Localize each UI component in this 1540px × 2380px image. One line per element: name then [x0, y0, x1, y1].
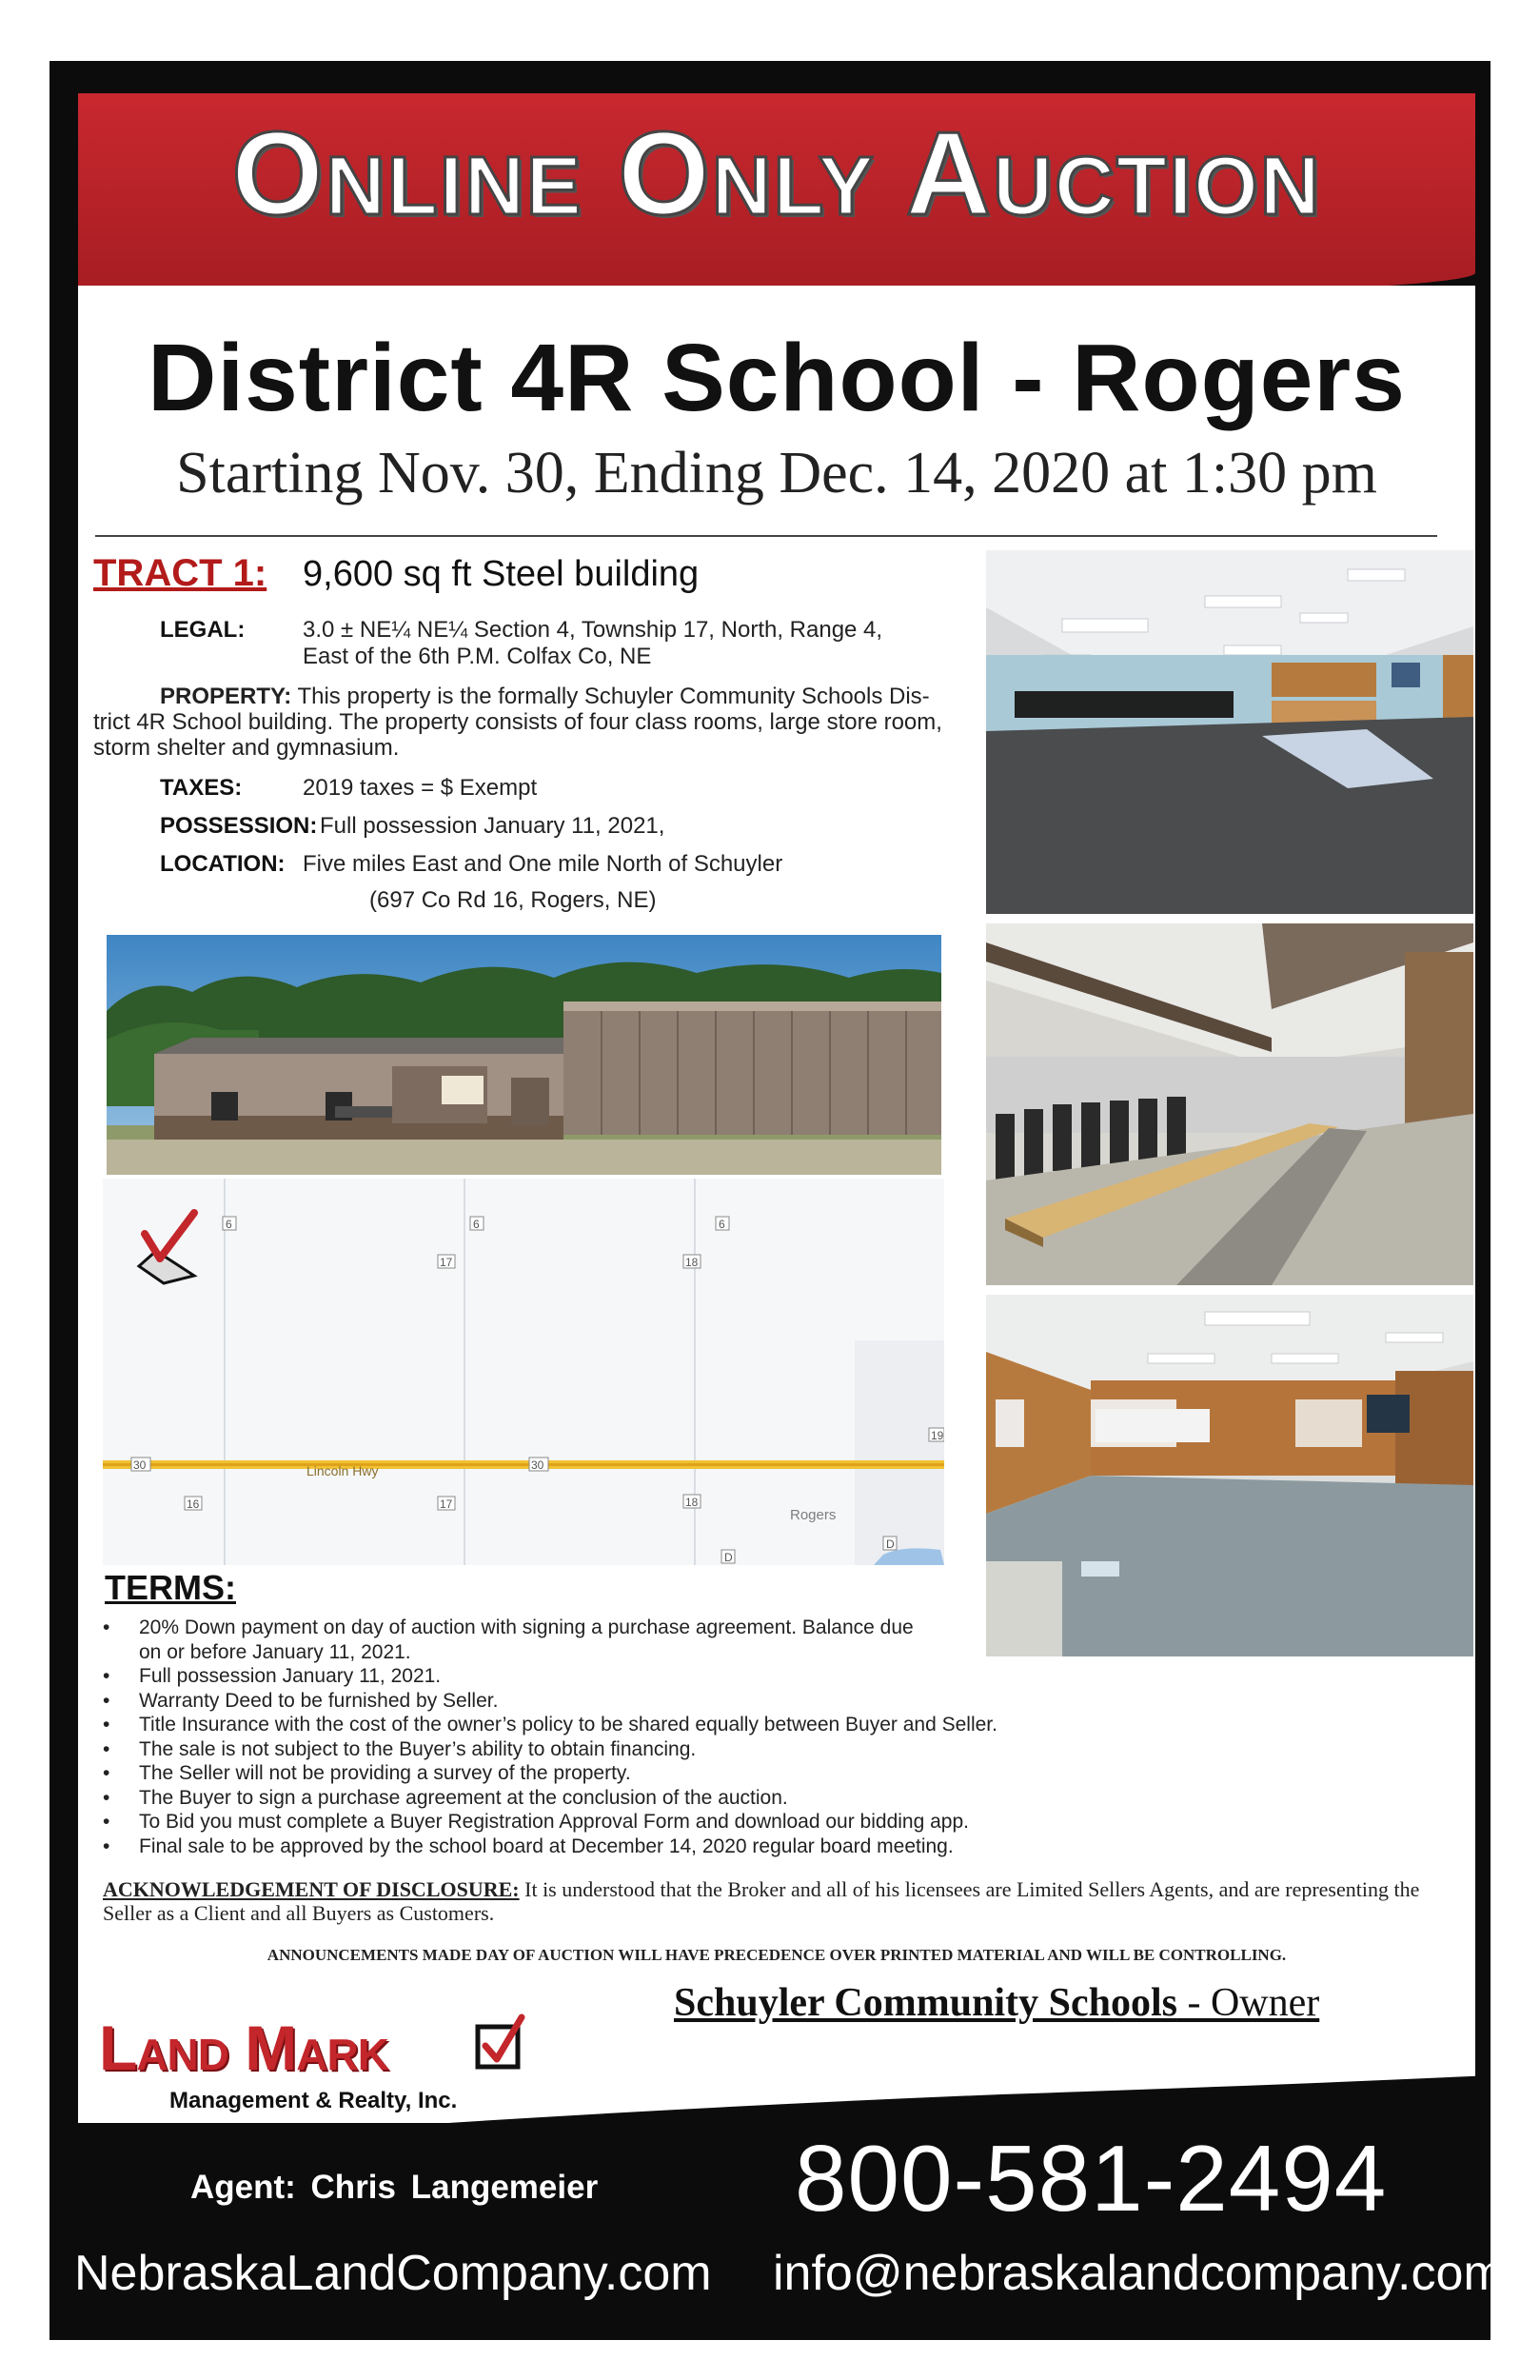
- tract-description: 9,600 sq ft Steel building: [303, 554, 700, 594]
- legal-line-2: East of the 6th P.M. Colfax Co, NE: [303, 644, 652, 669]
- terms-item: • The Seller will not be providing a survey of the property.: [95, 1761, 1142, 1786]
- location-address: (697 Co Rd 16, Rogers, NE): [369, 887, 657, 913]
- email-link[interactable]: info@nebraskalandcompany.com: [773, 2246, 1505, 2301]
- map-label-2: 6: [473, 1218, 480, 1231]
- terms-item: • The Buyer to sign a purchase agreement at the conclusion of the auction.: [95, 1786, 1142, 1811]
- property-text: This property is the formally Schuyler Community Schools Dis- trict 4R School building. The property consists of four class rooms, large store room, storm shelter and gymnasium.: [93, 684, 942, 761]
- property-label: PROPERTY:: [160, 684, 292, 709]
- terms-item: • 20% Down payment on day of auction with signing a purchase agreement. Balance due on or before January 11, 2021.: [95, 1616, 1142, 1664]
- location-map: [103, 1179, 944, 1565]
- phone-number[interactable]: 800-581-2494: [795, 2126, 1388, 2231]
- map-label-6: 16: [187, 1497, 200, 1511]
- location-value: Five miles East and One mile North of Schuyler: [303, 851, 783, 877]
- location-label: LOCATION:: [160, 851, 286, 877]
- tract-label: TRACT 1:: [93, 552, 267, 594]
- wood-paneled-room-photo: [986, 1295, 1473, 1656]
- disclosure-label: ACKNOWLEDGEMENT OF DISCLOSURE:: [103, 1877, 520, 1901]
- auction-dates: Starting Nov. 30, Ending Dec. 14, 2020 at 1:30 pm: [176, 441, 1377, 506]
- map-label-5: 18: [685, 1256, 699, 1269]
- terms-item: • Full possession January 11, 2021.: [95, 1664, 1142, 1689]
- announcement: ANNOUNCEMENTS MADE DAY OF AUCTION WILL HAVE PRECEDENCE OVER PRINTED MATERIAL AND WILL BE CONTROLLING.: [267, 1946, 1287, 1964]
- taxes-label: TAXES:: [160, 775, 243, 801]
- map-road-name: Lincoln Hwy: [306, 1463, 379, 1478]
- terms-item: • Warranty Deed to be furnished by Seller.: [95, 1689, 1142, 1714]
- map-label-9: 30: [133, 1458, 147, 1472]
- terms-item: • Title Insurance with the cost of the owner’s policy to be shared equally between Buyer and Seller.: [95, 1713, 1142, 1737]
- owner-name: Schuyler Community Schools: [674, 1981, 1177, 2025]
- map-label-7: 17: [440, 1497, 453, 1511]
- terms-heading: TERMS:: [105, 1568, 236, 1607]
- map-label-3: 6: [719, 1218, 725, 1231]
- terms-list: [95, 1616, 1142, 1858]
- owner-suffix: - Owner: [1176, 1981, 1320, 2025]
- map-label-1: 6: [226, 1218, 232, 1231]
- gymnasium-photo: [986, 923, 1473, 1285]
- logo-subtitle: Management & Realty, Inc.: [169, 2088, 458, 2113]
- classroom-photo: [986, 550, 1473, 914]
- possession-value: Full possession January 11, 2021,: [320, 813, 665, 839]
- terms-item: • The sale is not subject to the Buyer’s ability to obtain financing.: [95, 1737, 1142, 1762]
- terms-item: • To Bid you must complete a Buyer Registration Approval Form and download our bidding app.: [95, 1810, 1142, 1835]
- website-link[interactable]: NebraskaLandCompany.com: [74, 2246, 712, 2301]
- logo-check-icon: [474, 2013, 527, 2071]
- property-description: [93, 684, 958, 761]
- divider: [95, 535, 1437, 537]
- map-label-12: D: [724, 1551, 733, 1564]
- map-label-11: 19: [931, 1429, 944, 1442]
- map-label-4: 17: [440, 1256, 453, 1269]
- map-label-10: 30: [531, 1458, 544, 1472]
- owner-line: [674, 1980, 1319, 2026]
- legal-line-1: 3.0 ± NE¼ NE¼ Section 4, Township 17, North, Range 4,: [303, 617, 883, 643]
- page-title: District 4R School - Rogers: [148, 325, 1406, 431]
- legal-label: LEGAL:: [160, 617, 246, 643]
- taxes-value: 2019 taxes = $ Exempt: [303, 775, 538, 801]
- terms-item: • Final sale to be approved by the school board at December 14, 2020 regular board meeting.: [95, 1835, 1142, 1859]
- map-town-name: Rogers: [790, 1507, 837, 1523]
- building-exterior-photo: [107, 935, 941, 1175]
- map-label-8: 18: [685, 1496, 699, 1509]
- disclosure: [103, 1877, 1435, 1925]
- agent-name: Agent: Chris Langemeier: [190, 2169, 599, 2206]
- possession-label: POSSESSION:: [160, 813, 318, 839]
- banner-title: Online Only Auction: [231, 109, 1322, 240]
- map-label-13: D: [886, 1537, 895, 1551]
- logo-wordmark: Land Mark: [99, 2013, 388, 2083]
- disclosure-text: It is understood that the Broker and all of his licensees are Limited Sellers Agents, and are representing the Seller as a Client and all Buyers as Customers.: [103, 1877, 1420, 1925]
